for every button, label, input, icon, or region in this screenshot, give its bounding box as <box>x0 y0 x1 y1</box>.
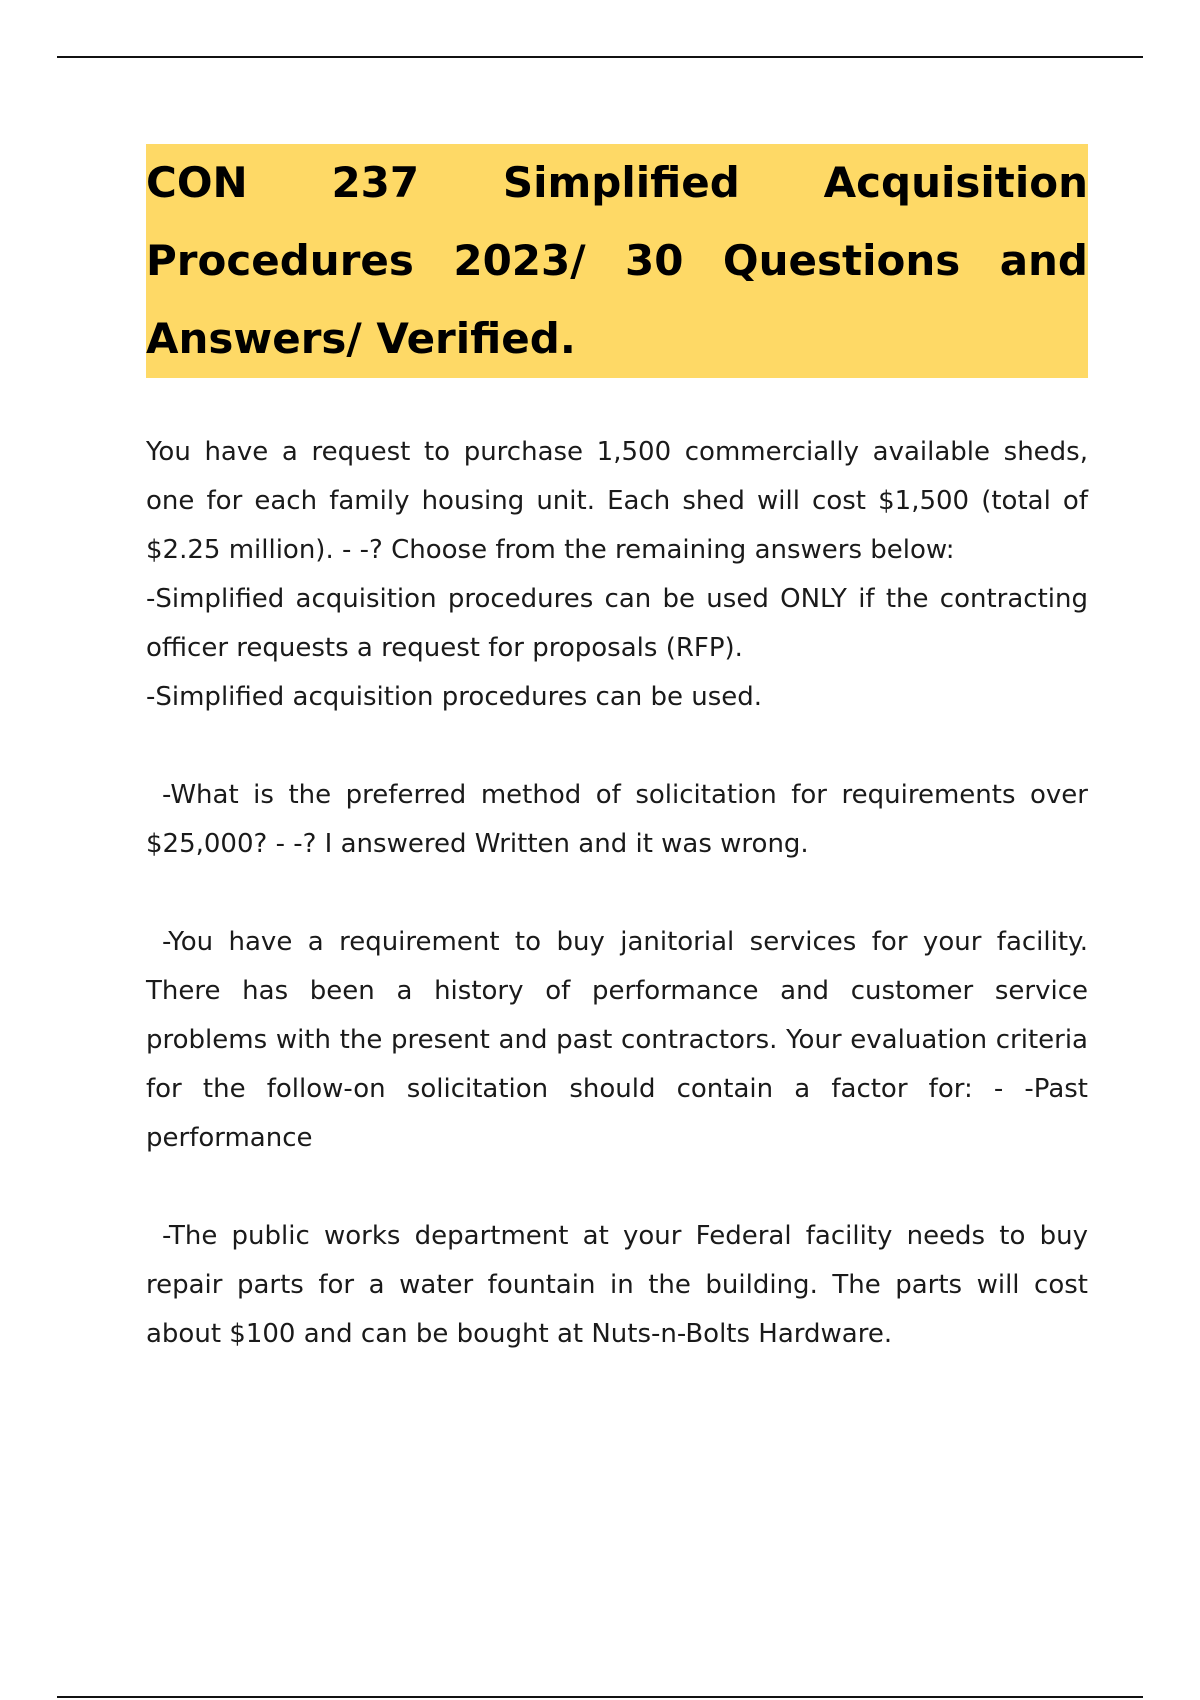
bottom-rule <box>57 1696 1143 1698</box>
answer-option-2: -Simplified acquisition procedures can be used. <box>146 682 763 712</box>
question-3: -You have a requirement to buy janitorial services for your facility. There has been a history of performance and customer service problems with the present and past contractors. Your evaluation criteria for the follow-on solicitation should contain a factor for: - -Past performance <box>146 927 1088 1153</box>
answer-option-1: -Simplified acquisition procedures can be used ONLY if the contracting officer requests a request for proposals (RFP). <box>146 584 1088 663</box>
spacer <box>146 869 1088 918</box>
question-1: You have a request to purchase 1,500 commercially available sheds, one for each family housing unit. Each shed will cost $1,500 (total of $2.25 million). - -? Choose from the remaining answers below: <box>146 437 1088 565</box>
spacer <box>146 1163 1088 1212</box>
document-body <box>146 144 1088 1359</box>
document-title: CON 237 Simplified Acquisition Procedures 2023/ 30 Questions and Answers/ Verified. <box>146 158 1088 363</box>
top-rule <box>57 56 1143 58</box>
question-2: -What is the preferred method of solicitation for requirements over $25,000? - -? I answered Written and it was wrong. <box>146 780 1088 859</box>
spacer <box>146 722 1088 771</box>
question-4: -The public works department at your Federal facility needs to buy repair parts for a water fountain in the building. The parts will cost about $100 and can be bought at Nuts-n-Bolts Hardware. <box>146 1221 1088 1349</box>
title-highlight <box>146 144 1088 378</box>
